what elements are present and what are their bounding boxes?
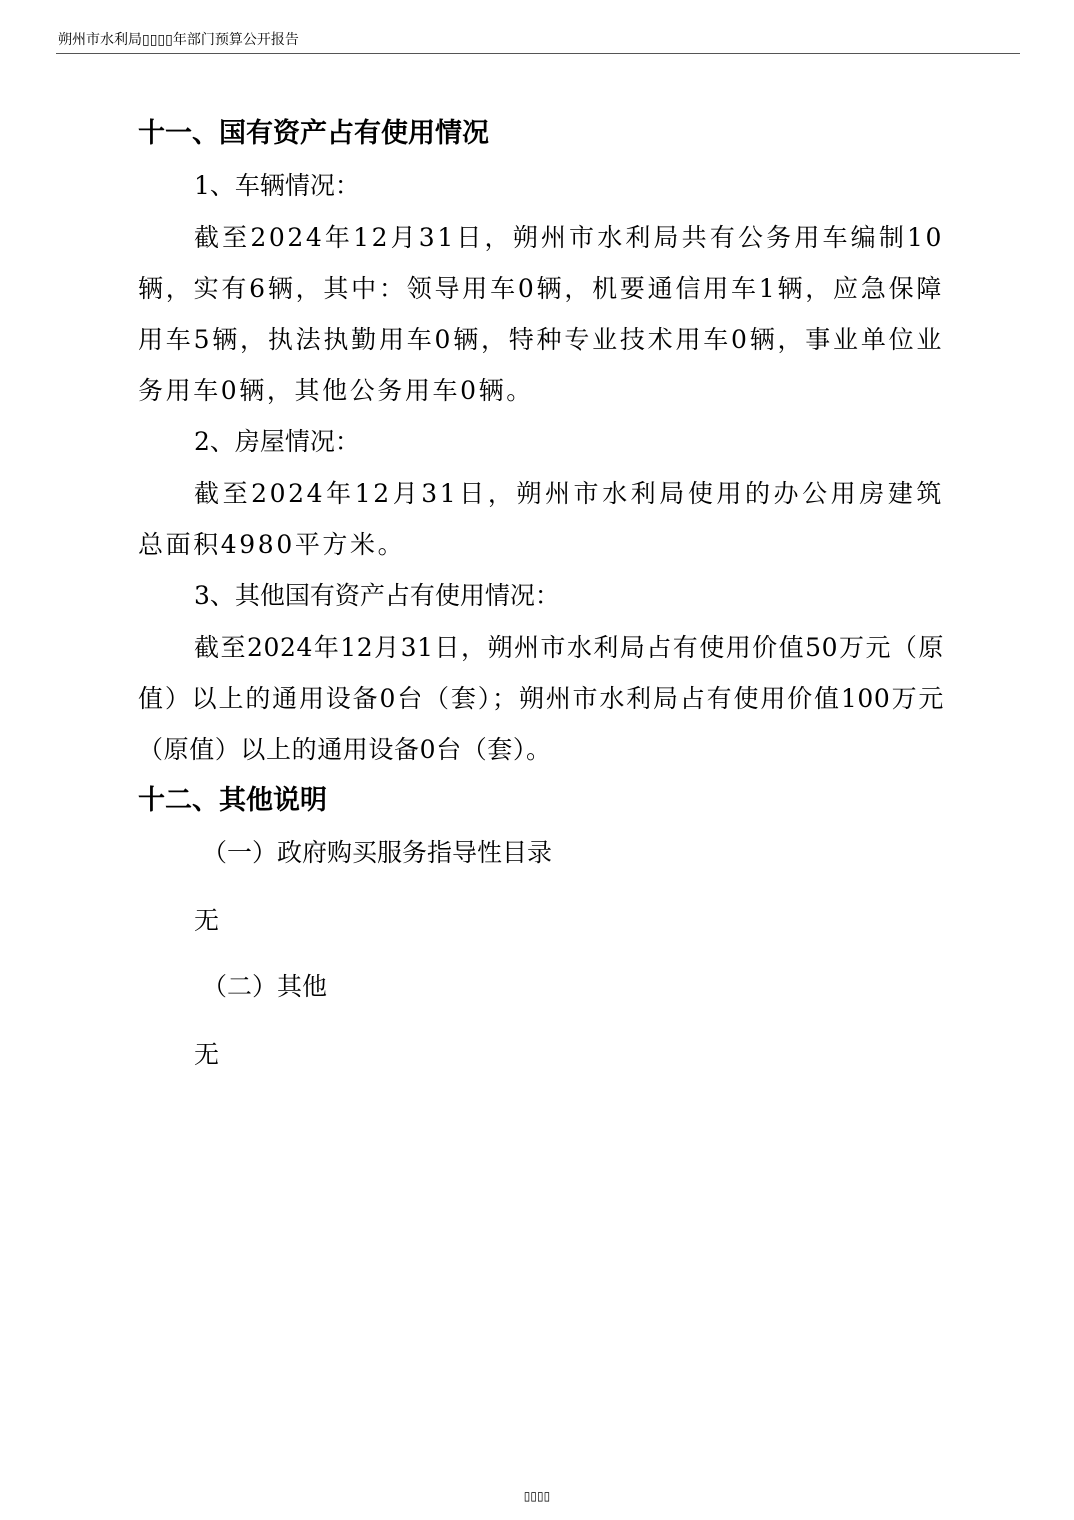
- procurement-catalog-label: （一）政府购买服务指导性目录: [202, 838, 553, 867]
- other-assets-label: 3、其他国有资产占有使用情况：: [194, 581, 560, 610]
- vehicles-label: 1、车辆情况：: [194, 171, 360, 200]
- section-heading-assets: 十一、国有资产占有使用情况: [138, 118, 489, 149]
- page-number: ▯▯▯▯: [523, 1489, 551, 1503]
- other-assets-paragraph: 截至2024年12月31日，朔州市水利局占有使用价值50万元（原值）以上的通用设备0台（套）；朔州市水利局占有使用价值100万元（原值）以上的通用设备0台（套）。: [138, 633, 944, 764]
- housing-paragraph: 截至2024年12月31日，朔州市水利局使用的办公用房建筑总面积4980平方米。: [138, 479, 944, 559]
- other-notes-label: （二）其他: [202, 972, 328, 1001]
- housing-label: 2、房屋情况：: [194, 427, 360, 456]
- vehicles-paragraph: 截至2024年12月31日，朔州市水利局共有公务用车编制10辆，实有6辆，其中：领导用车0辆，机要通信用车1辆，应急保障用车5辆，执法执勤用车0辆，特种专业技术用车0辆，事业单位业务用车0辆，其他公务用车0辆。: [138, 223, 944, 405]
- procurement-catalog-value: 无: [194, 906, 220, 935]
- document-body: [138, 108, 944, 1081]
- other-notes-value: 无: [194, 1040, 220, 1069]
- section-heading-other: 十二、其他说明: [138, 785, 327, 816]
- running-header: 朔州市水利局▯▯▯▯年部门预算公开报告: [58, 32, 299, 48]
- header-divider: [56, 53, 1020, 54]
